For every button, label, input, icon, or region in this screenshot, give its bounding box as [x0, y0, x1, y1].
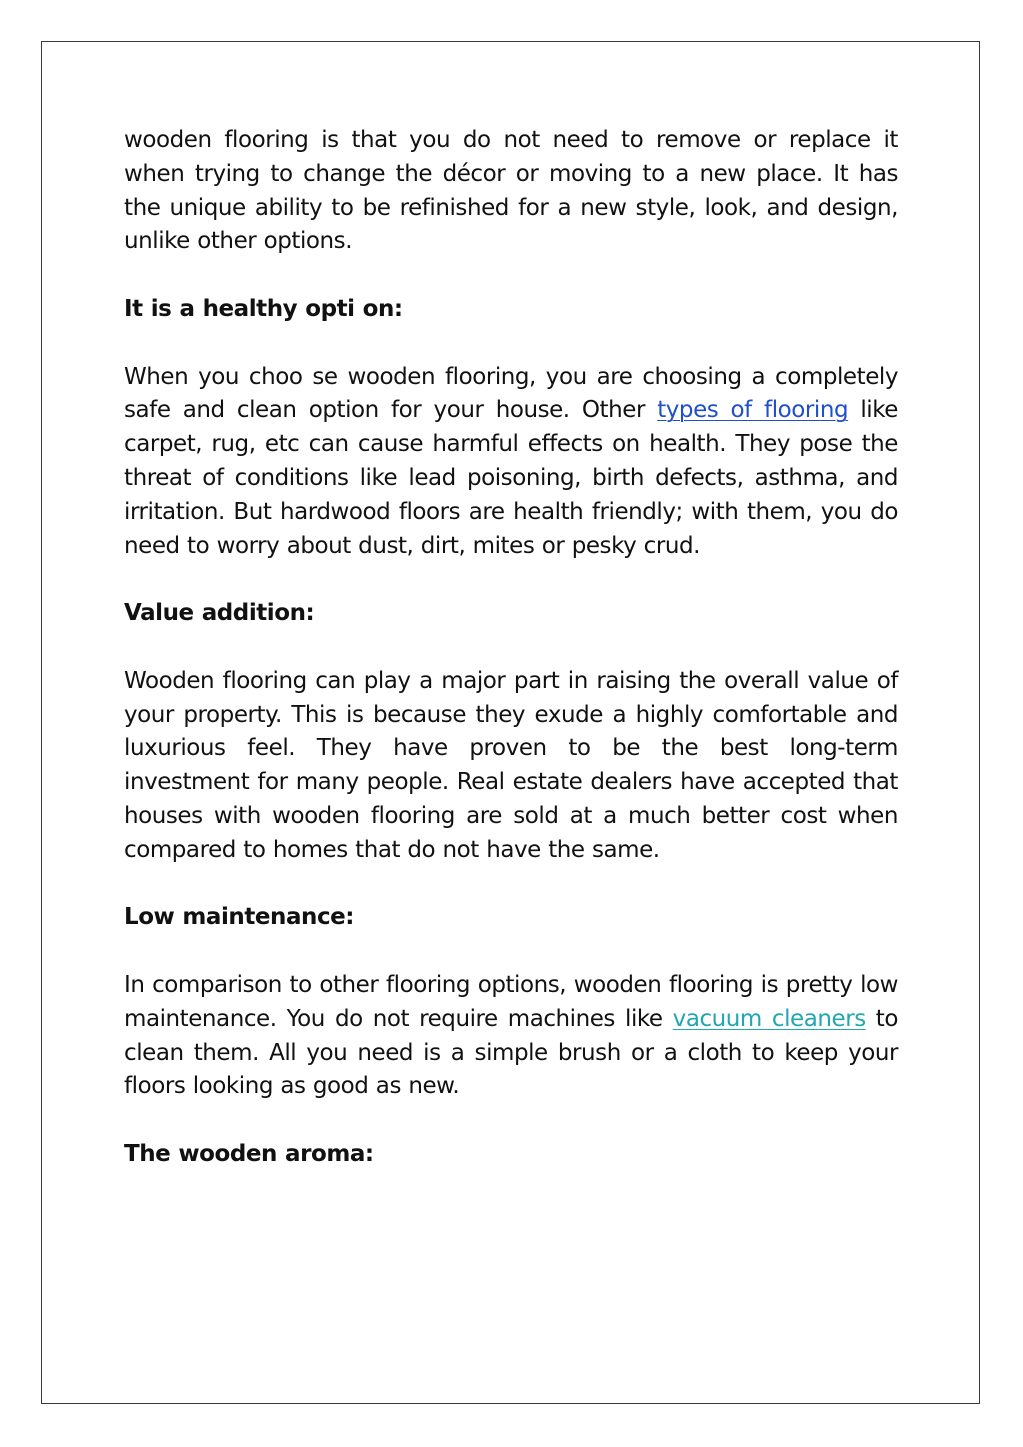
healthy-text-start: When you choo se wooden flooring, you are choosing a completely safe and clean option for your house. Other — [124, 363, 898, 424]
heading-healthy-option: It is a healthy opti on: — [124, 295, 403, 322]
healthy-text-end: like carpet, rug, etc can cause harmful effects on health. They pose the threat of conditions like lead poisoning, birth defects, asthma, and irritation. But hardwood floors are health friendly; with them, you do need to worry about dust, dirt, mites or pesky crud. — [124, 397, 898, 559]
intro-paragraph: wooden flooring is that you do not need to remove or replace it when trying to change the décor or moving to a new place. It has the unique ability to be refinished for a new style, look, and design, unlike other options. — [124, 127, 898, 255]
maintenance-paragraph — [124, 969, 898, 1104]
value-paragraph: Wooden flooring can play a major part in raising the overall value of your property. This is because they exude a highly comfortable and luxurious feel. They have proven to be the best long-term investment for many people. Real estate dealers have accepted that houses with wooden flooring are sold at a much better cost when compared to homes that do not have the same. — [124, 667, 898, 863]
heading-wooden-aroma: The wooden aroma: — [124, 1140, 374, 1167]
types-of-flooring-link[interactable]: types of flooring — [657, 397, 849, 424]
document-body — [124, 124, 898, 1206]
healthy-paragraph — [124, 361, 898, 564]
heading-low-maintenance: Low maintenance: — [124, 904, 355, 931]
maintenance-text-start: In comparison to other flooring options, wooden flooring is pretty low maintenance. You do not require machines like — [124, 971, 898, 1032]
maintenance-text-end: to clean them. All you need is a simple brush or a cloth to keep your floors looking as good as new. — [124, 1005, 898, 1100]
heading-value-addition: Value addition: — [124, 600, 315, 627]
vacuum-cleaners-link[interactable]: vacuum cleaners — [672, 1005, 866, 1032]
